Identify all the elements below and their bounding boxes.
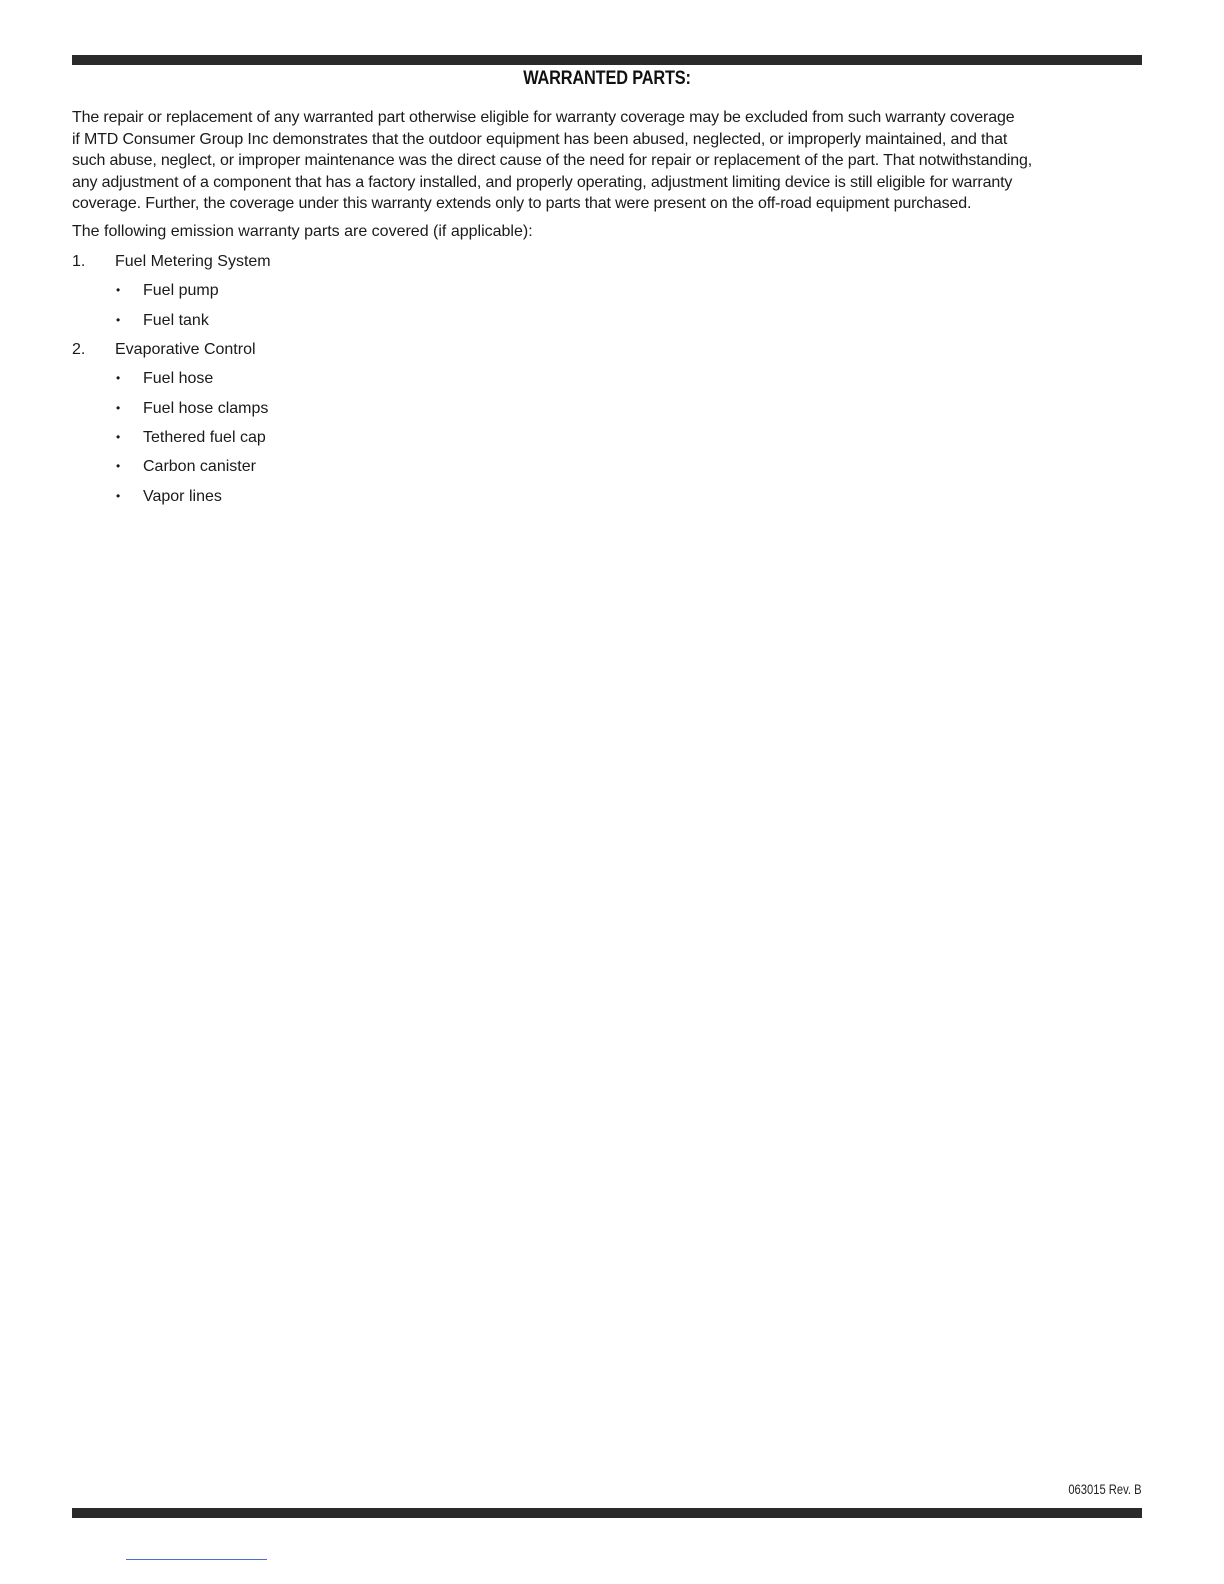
list-item: Carbon canister [143, 458, 256, 475]
bullet-icon: • [116, 371, 121, 385]
list-item: Fuel hose clamps [143, 400, 269, 417]
bullet-icon: • [116, 430, 121, 444]
paragraph-line: coverage. Further, the coverage under this warranty extends only to parts that were present on the off-road equipment purchased. [72, 195, 972, 212]
list-item: Fuel hose [143, 370, 214, 387]
paragraph-line: such abuse, neglect, or improper maintenance was the direct cause of the need for repair or replacement of the part. That notwithstanding, [72, 152, 1033, 169]
paragraph-line: any adjustment of a component that has a factory installed, and properly operating, adjustment limiting device is still eligible for warranty [72, 173, 1013, 191]
list-item: Vapor lines [143, 488, 222, 505]
underline-mark [126, 1559, 267, 1560]
list-group-label: Fuel Metering System [115, 253, 271, 270]
document-revision-code: 063015 Rev. B [1068, 1481, 1142, 1497]
paragraph-line: The repair or replacement of any warranted part otherwise eligible for warranty coverage may be excluded from such warranty coverage [72, 109, 1015, 126]
parts-intro: The following emission warranty parts are covered (if applicable): [72, 223, 533, 240]
list-item: Fuel tank [143, 312, 209, 329]
top-divider [72, 55, 1142, 65]
warranty-paragraph [72, 107, 1127, 215]
list-number: 2. [72, 341, 86, 358]
paragraph-line: if MTD Consumer Group Inc demonstrates that the outdoor equipment has been abused, neglected, or improperly maintained, and that [72, 130, 1008, 148]
list-group-label: Evaporative Control [115, 341, 256, 358]
list-item: Tethered fuel cap [143, 429, 266, 446]
bullet-icon: • [116, 313, 121, 327]
list-item: Fuel pump [143, 282, 219, 299]
bullet-icon: • [116, 489, 121, 503]
section-heading: WARRANTED PARTS: [523, 68, 691, 89]
bullet-icon: • [116, 401, 121, 415]
bottom-divider [72, 1508, 1142, 1518]
bullet-icon: • [116, 283, 121, 297]
list-number: 1. [72, 253, 86, 270]
bullet-icon: • [116, 459, 121, 473]
